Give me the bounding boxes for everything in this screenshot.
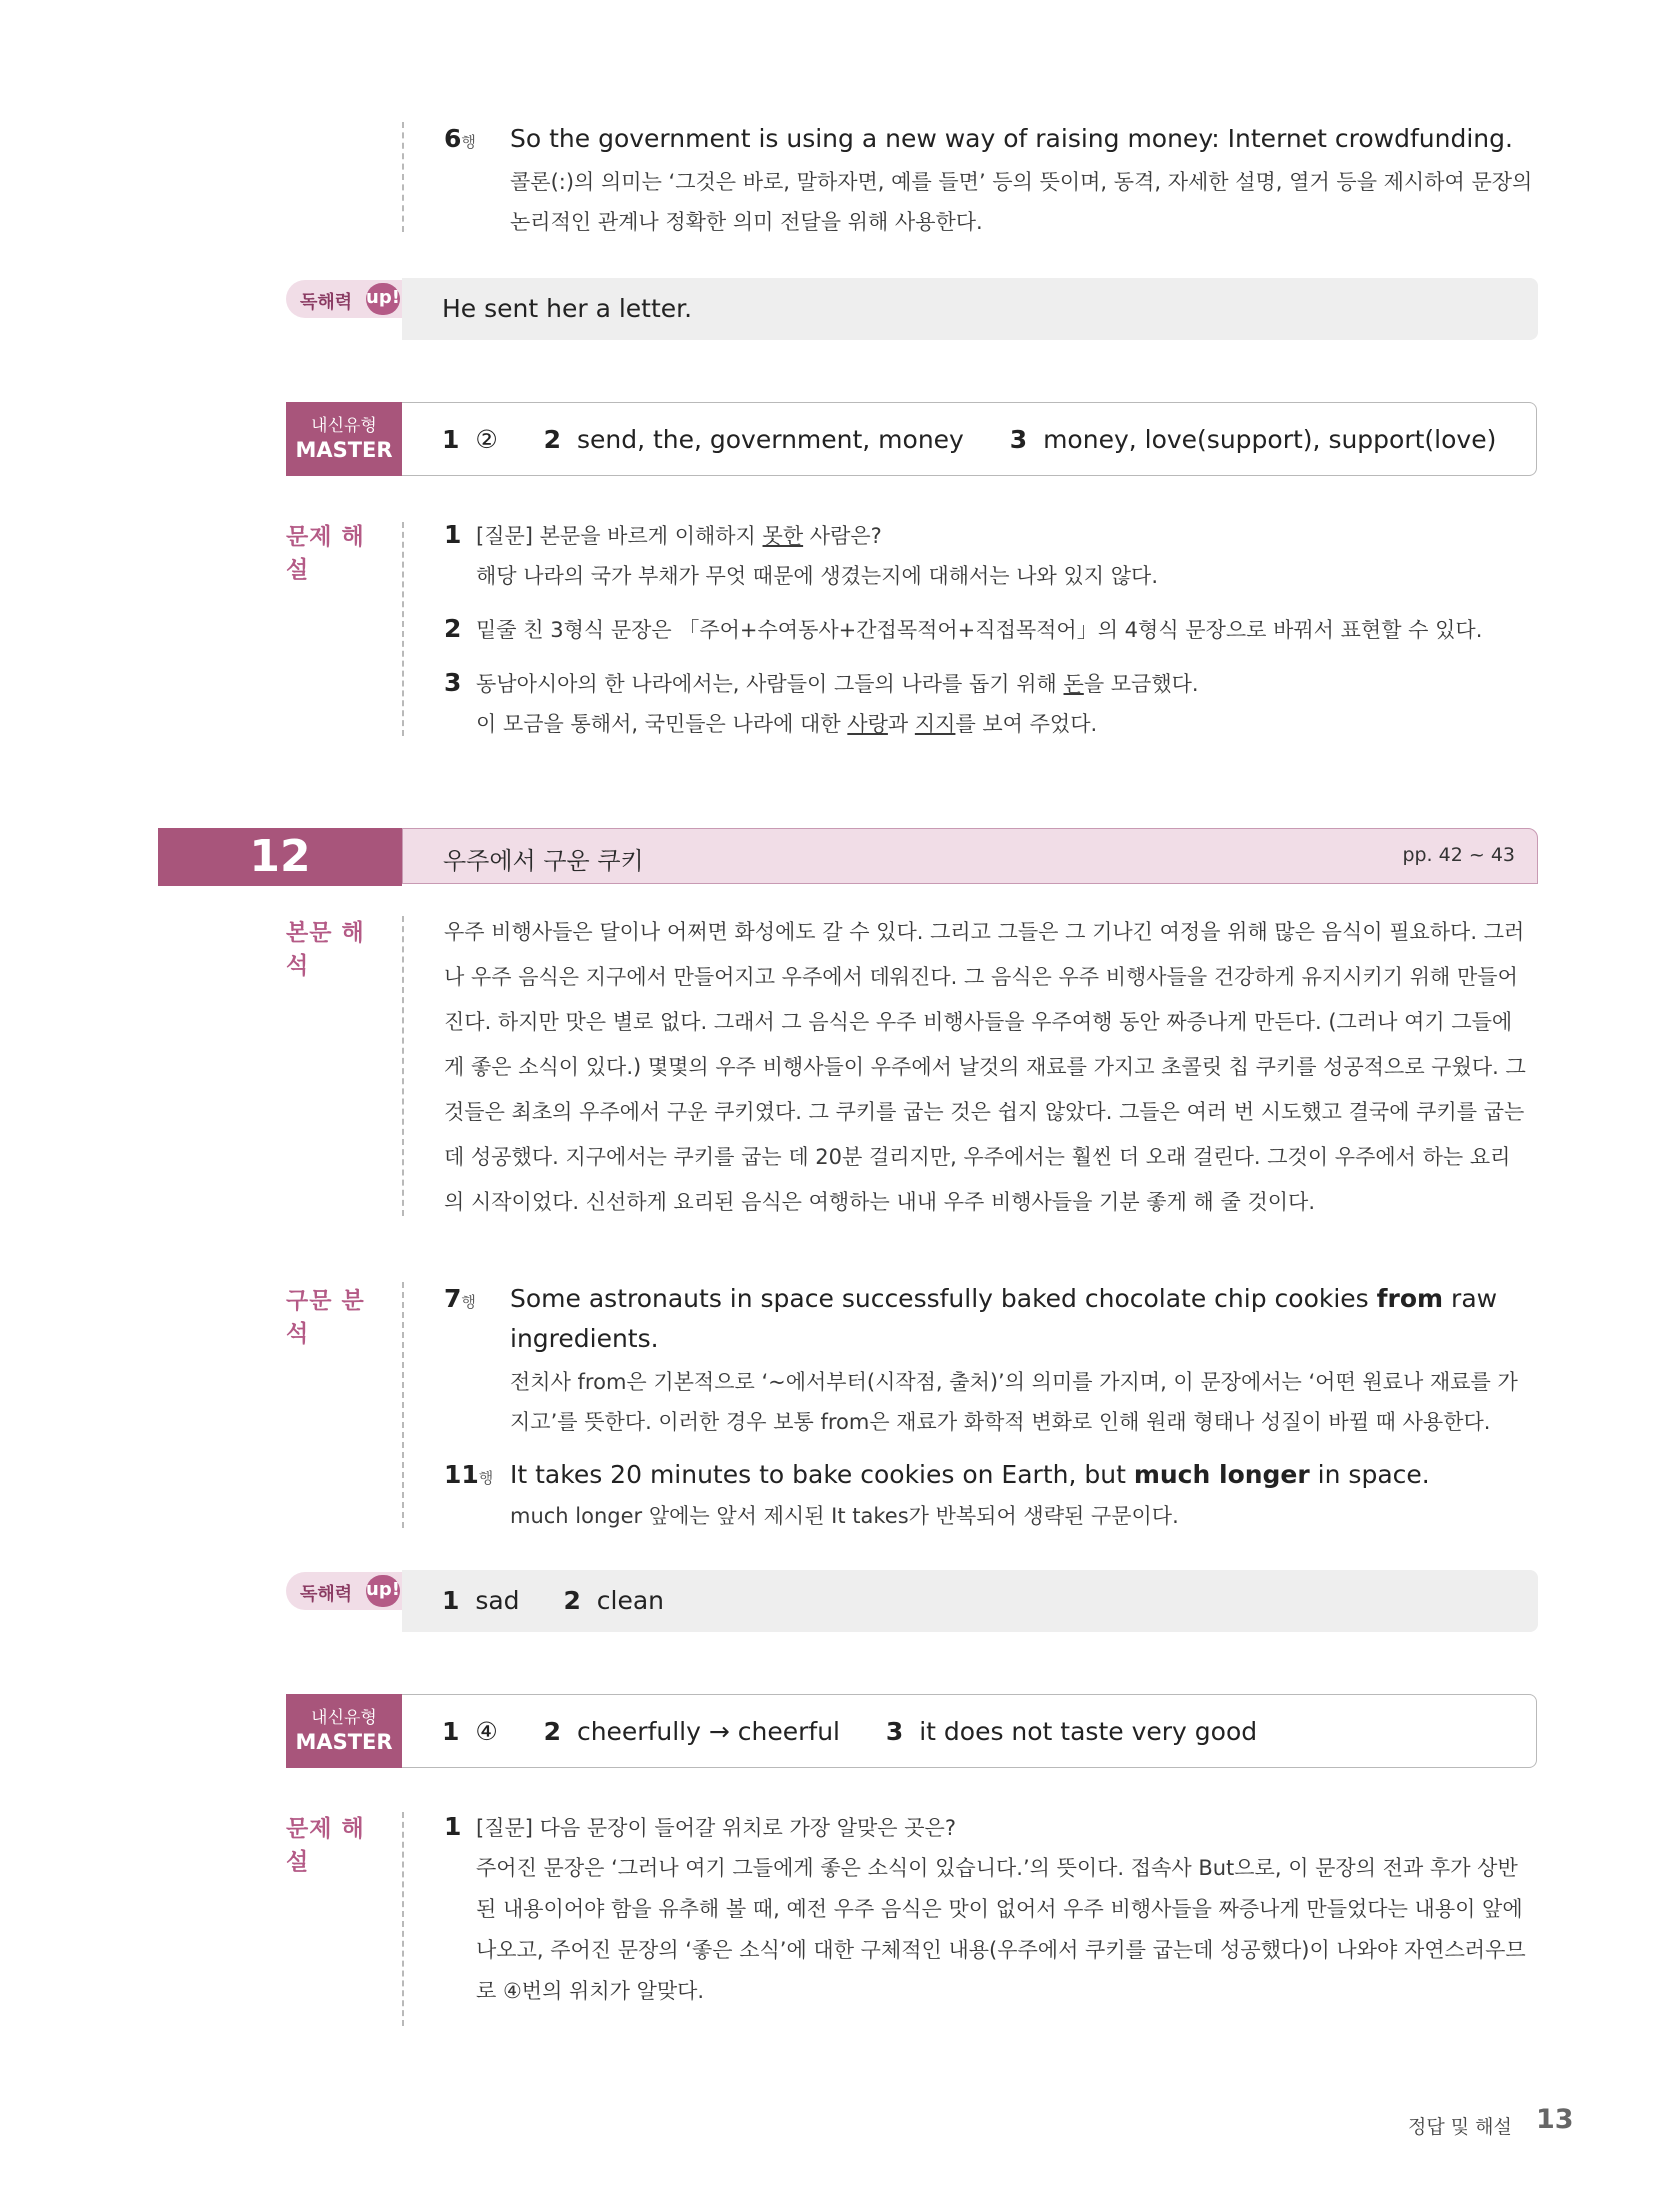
- master-answer-box-2: [402, 1694, 1537, 1768]
- divider-explain-2: [402, 1812, 404, 2026]
- explain-2-line-1: 주어진 문장은 ‘그러나 여기 그들에게 좋은 소식이 있습니다.’의 뜻이다. 접속사 But으로, 이 문장의 전과 후가 상반: [476, 1856, 1518, 1880]
- row-7-sentence-line1: Some astronauts in space successfully baked chocolate chip cookies from raw: [510, 1284, 1498, 1313]
- explain-1-item-3-line1: 동남아시아의 한 나라에서는, 사람들이 그들의 나라를 돕기 위해 돈을 모금했다.: [476, 672, 1199, 696]
- reading-up-answer-box-2: [402, 1570, 1538, 1632]
- explain-1-item-1-line1: [질문] 본문을 바르게 이해하지 못한 사람은?: [476, 524, 882, 548]
- explain-1-item-2-line1: 밑줄 친 3형식 문장은 「주어+수여동사+간접목적어+직접목적어」의 4형식 문장으로 바꿔서 표현할 수 있다.: [476, 618, 1483, 642]
- explain-1-item-1-line2: 해당 나라의 국가 부채가 무엇 때문에 생겼는지에 대해서는 나와 있지 않다.: [476, 564, 1159, 588]
- chapter-pages: pp. 42 ~ 43: [1402, 844, 1515, 866]
- reading-up-answers-2: 1 sad 2 clean: [442, 1586, 664, 1615]
- reading-up-badge: 독해력 up!: [286, 280, 404, 318]
- row-11-marker: 11행: [444, 1460, 494, 1489]
- translation-line-6: 데 성공했다. 지구에서는 쿠키를 굽는 데 20분 걸리지만, 우주에서는 훨씬 더 오래 걸린다. 그것이 우주에서 하는 요리: [444, 1145, 1511, 1169]
- translation-line-5: 것들은 최초의 우주에서 구운 쿠키였다. 그 쿠키를 굽는 것은 쉽지 않았다. 그들은 여러 번 시도했고 결국에 쿠키를 굽는: [444, 1100, 1525, 1124]
- row-7-note-line2: 지고’를 뜻한다. 이러한 경우 보통 from은 재료가 화학적 변화로 인해 원래 형태나 성질이 바뀔 때 사용한다.: [510, 1410, 1491, 1434]
- translation-line-3: 진다. 하지만 맛은 별로 없다. 그래서 그 음식은 우주 비행사들을 우주여행 동안 짜증나게 만든다. (그러나 여기 그들에: [444, 1010, 1513, 1034]
- row-7-sentence-line2: ingredients.: [510, 1324, 659, 1353]
- row-6-note-line2: 논리적인 관계나 정확한 의미 전달을 위해 사용한다.: [510, 210, 983, 234]
- divider-top: [402, 122, 404, 232]
- explain-1-item-3-line2: 이 모금을 통해서, 국민들은 나라에 대한 사랑과 지지를 보여 주었다.: [476, 712, 1098, 736]
- chapter-number: 12: [158, 828, 402, 886]
- explain-2-line-3: 나오고, 주어진 문장의 ‘좋은 소식’에 대한 구체적인 내용(우주에서 쿠키를 굽는데 성공했다)이 나와야 자연스러우므: [476, 1938, 1526, 1962]
- row-7-note-line1: 전치사 from은 기본적으로 ‘~에서부터(시작점, 출처)’의 의미를 가지며, 이 문장에서는 ‘어떤 원료나 재료를 가: [510, 1370, 1518, 1394]
- master-label: 내신유형 MASTER: [286, 402, 402, 476]
- footer-label: 정답 및 해설: [1408, 2116, 1512, 2138]
- chapter-title: 우주에서 구운 쿠키: [443, 847, 644, 875]
- row-6-marker: 6행: [444, 124, 476, 153]
- reading-up-answer-box: [402, 278, 1538, 340]
- explain-label-2: 문제 해설: [286, 1816, 365, 1875]
- explain-1-num-1: 1: [444, 520, 462, 549]
- up-icon: up!: [366, 283, 400, 315]
- master-label-2: 내신유형 MASTER: [286, 1694, 402, 1768]
- row-6-sentence: So the government is using a new way of raising money: Internet crowdfunding.: [510, 124, 1513, 153]
- master-answers-2: 1 ④ 2 cheerfully → cheerful 3 it does not taste very good: [442, 1717, 1258, 1746]
- divider-structure: [402, 1282, 404, 1528]
- translation-line-7: 의 시작이었다. 신선하게 요리된 음식은 여행하는 내내 우주 비행사들을 기분 좋게 해 줄 것이다.: [444, 1190, 1315, 1214]
- explain-2-line-2: 된 내용이어야 함을 유추해 볼 때, 예전 우주 음식은 맛이 없어서 우주 비행사들을 짜증나게 만들었다는 내용이 앞에: [476, 1897, 1523, 1921]
- divider-translation: [402, 916, 404, 1216]
- translation-line-2: 나 우주 음식은 지구에서 만들어지고 우주에서 데워진다. 그 음식은 우주 비행사들을 건강하게 유지시키기 위해 만들어: [444, 965, 1518, 989]
- translation-label: 본문 해석: [286, 920, 365, 979]
- translation-line-4: 게 좋은 소식이 있다.) 몇몇의 우주 비행사들이 우주에서 날것의 재료를 가지고 초콜릿 칩 쿠키를 성공적으로 구웠다. 그: [444, 1055, 1526, 1079]
- explain-2-question: [질문] 다음 문장이 들어갈 위치로 가장 알맞은 곳은?: [476, 1816, 956, 1840]
- master-answers: 1 ② 2 send, the, government, money 3 money, love(support), support(love): [442, 425, 1497, 454]
- explain-1-num-2: 2: [444, 614, 462, 643]
- translation-line-1: 우주 비행사들은 달이나 어쩌면 화성에도 갈 수 있다. 그리고 그들은 그 기나긴 여정을 위해 많은 음식이 필요하다. 그러: [444, 920, 1525, 944]
- row-11-sentence: It takes 20 minutes to bake cookies on Earth, but much longer in space.: [510, 1460, 1430, 1489]
- explain-label: 문제 해설: [286, 524, 365, 583]
- explain-1-num-3: 3: [444, 668, 462, 697]
- row-6-note-line1: 콜론(:)의 의미는 ‘그것은 바로, 말하자면, 예를 들면’ 등의 뜻이며, 동격, 자세한 설명, 열거 등을 제시하여 문장의: [510, 170, 1533, 194]
- master-answer-box: [402, 402, 1537, 476]
- structure-label: 구문 분석: [286, 1288, 365, 1347]
- row-11-note: much longer 앞에는 앞서 제시된 It takes가 반복되어 생략된 구문이다.: [510, 1504, 1179, 1528]
- explain-2-line-4: 로 ④번의 위치가 알맞다.: [476, 1979, 705, 2003]
- row-7-marker: 7행: [444, 1284, 476, 1313]
- page-number: 13: [1536, 2104, 1574, 2135]
- chapter-title-bar: [402, 828, 1538, 884]
- reading-up-answer: He sent her a letter.: [442, 294, 693, 323]
- divider-explain-1: [402, 522, 404, 736]
- explain-2-num-1: 1: [444, 1812, 462, 1841]
- up-icon: up!: [366, 1575, 400, 1607]
- reading-up-badge-2: 독해력 up!: [286, 1572, 404, 1610]
